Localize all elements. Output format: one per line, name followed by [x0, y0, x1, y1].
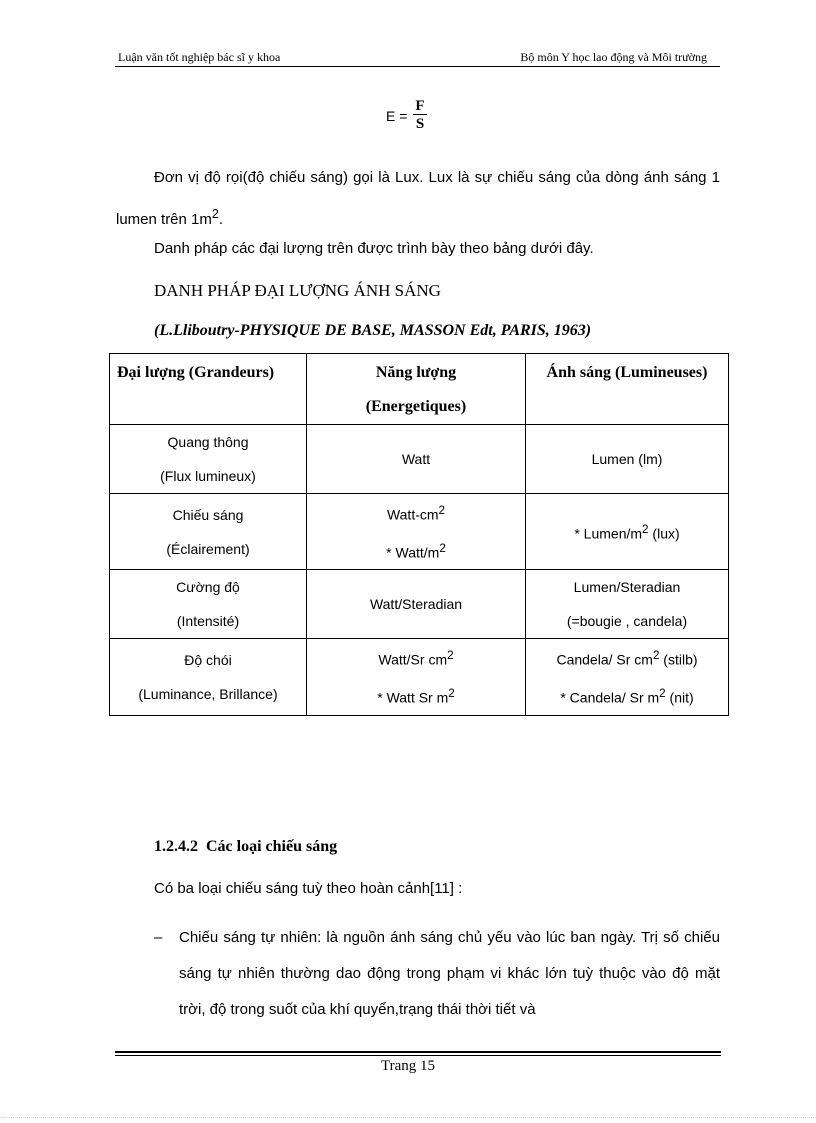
formula-denominator: S [415, 116, 425, 132]
footer-rule-thin [115, 1055, 721, 1056]
table-cell: Lumen/Steradian (=bougie , candela) [526, 570, 729, 639]
table-title: DANH PHÁP ĐẠI LƯỢNG ÁNH SÁNG [154, 281, 441, 300]
table-row [110, 639, 729, 715]
table-row [110, 494, 729, 570]
header-grandeurs: Đại lượng (Grandeurs) [110, 354, 307, 425]
table-cell: Cường độ (Intensité) [110, 570, 307, 639]
page-edge-dots [0, 1117, 816, 1118]
paragraph-lux: Đơn vị độ rọi(độ chiếu sáng) gọi là Lux. Lux là sự chiếu sáng của dòng ánh sáng 1 lumen trên $1m^2$. [116, 169, 720, 228]
paragraph-lux-text: Đơn vị độ rọi(độ chiếu sáng) gọi là Lux. Lux là sự chiếu sáng của dòng ánh sáng 1 lumen trên 1m [116, 169, 720, 228]
list-item-text: Chiếu sáng tự nhiên: là nguồn ánh sáng chủ yếu vào lúc ban ngày. Trị số chiếu sáng tự nhiên thường dao động trong phạm vi khác lớn tuỳ thuộc vào độ mặt trời, độ trong suốt của khí quyển,trạng thái thời tiết và [179, 929, 720, 1018]
table-cell: Chiếu sáng (Éclairement) [110, 494, 307, 570]
table-cell: Quang thông (Flux lumineux) [110, 425, 307, 494]
table-cell: Candela/ Sr $cm^2$ (stilb) * Candela/ Sr $m^2$ (nit) [526, 639, 729, 715]
header-rule [115, 66, 720, 67]
formula-numerator: F [415, 98, 425, 114]
formula-fraction [413, 98, 426, 133]
table-row [110, 570, 729, 639]
table-cell: Lumen (lm) [526, 425, 729, 494]
nomenclature-table [109, 353, 729, 716]
table-cell: * Lumen/$m^2$ (lux) [526, 494, 729, 570]
bullet-dash: – [154, 929, 163, 946]
list-item [154, 920, 720, 1028]
section-heading [154, 838, 337, 856]
table-cell: Watt/Steradian [307, 570, 526, 639]
section-title: Các loại chiếu sáng [206, 838, 338, 855]
table-cell: Watt [307, 425, 526, 494]
illuminance-formula [386, 98, 427, 133]
header-lumineuses: Ánh sáng (Lumineuses) [526, 354, 729, 425]
header-left: Luận văn tốt nghiệp bác sĩ y khoa [118, 50, 281, 64]
formula-lhs: E = [386, 107, 408, 124]
table-row [110, 425, 729, 494]
table-cell: Độ chói (Luminance, Brillance) [110, 639, 307, 715]
table-cell: Watt/Sr $cm^2$ * Watt Sr $m^2$ [307, 639, 526, 715]
section-number: 1.2.4.2 [154, 838, 198, 855]
header-right: Bộ môn Y học lao động và Môi trường [520, 50, 707, 64]
table-reference: (L.Lliboutry-PHYSIQUE DE BASE, MASSON Edt, PARIS, 1963) [154, 322, 592, 339]
page-number: Trang 15 [380, 1058, 436, 1074]
footer-rule-thick [115, 1051, 721, 1053]
paragraph-intro-table: Danh pháp các đại lượng trên được trình bày theo bảng dưới đây. [154, 240, 594, 257]
header-energetiques: Năng lượng (Energetiques) [307, 354, 526, 425]
table-cell: Watt-$cm^2$ * Watt/$m^2$ [307, 494, 526, 570]
paragraph-lighting-types: Có ba loại chiếu sáng tuỳ theo hoàn cảnh[11] : [154, 880, 463, 897]
table-header-row [110, 354, 729, 425]
